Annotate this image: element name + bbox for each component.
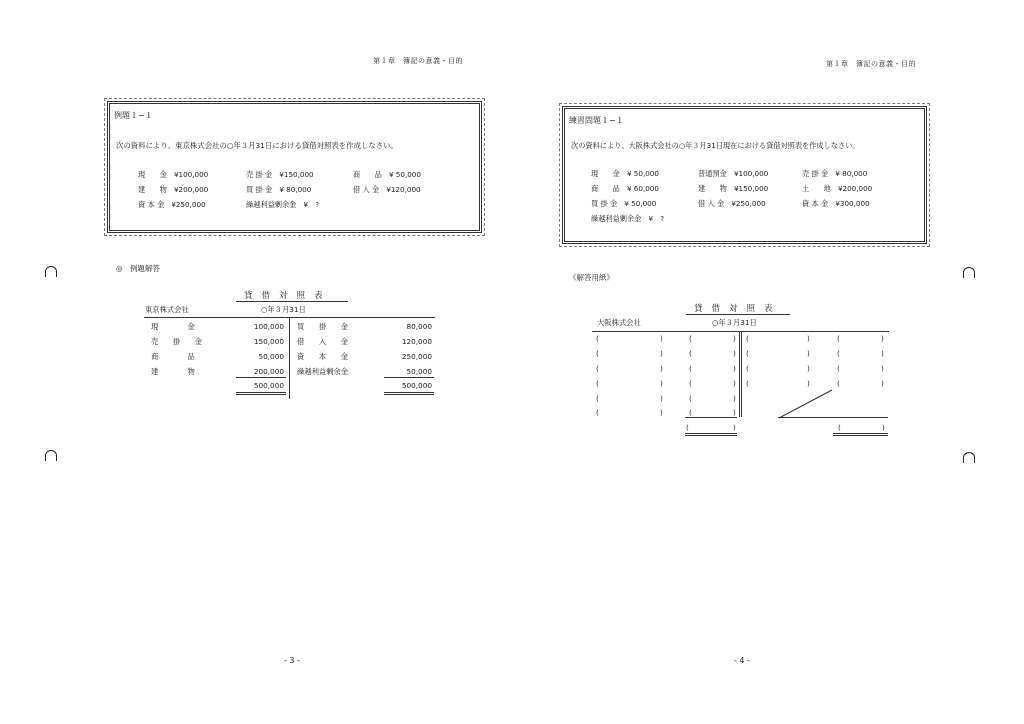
total-double-rule [833,433,888,434]
answer-blank-open[interactable]: ( [746,364,749,373]
example-item: 資 本 金 ¥250,000 [138,200,206,209]
bs-center-rule [741,331,742,417]
bs-left-total: 500,000 [253,381,284,390]
cancel-diagonal-line [778,388,834,420]
bs-right-total: 500,000 [401,381,432,390]
binding-hole-mark [45,266,57,277]
answer-blank-close[interactable]: ) [733,379,736,388]
answer-blank-close[interactable]: ) [881,379,884,388]
total-double-rule [236,394,286,395]
answer-blank-close[interactable]: ) [807,349,810,358]
total-paren-close[interactable]: ) [882,423,885,432]
answer-heading [116,263,160,274]
bs-title-right: 貸借対照表 [694,304,782,314]
example-title: 例題１−１ [114,111,153,120]
total-double-rule [685,433,737,434]
total-double-rule [384,394,434,395]
bs-left-amount: 100,000 [253,322,284,331]
answer-blank-open[interactable]: ( [746,379,749,388]
example-box [107,101,482,233]
answer-blank-close[interactable]: ) [807,334,810,343]
page-number-right: - 4 - [734,656,750,665]
answer-blank-open[interactable]: ( [837,334,840,343]
bs-center-rule [289,317,290,399]
answer-blank-open[interactable]: ( [596,349,599,358]
example-item: 繰越利益剰余金 ¥ ? [246,200,320,209]
answer-blank-close[interactable]: ) [807,364,810,373]
subtotal-rule [685,417,737,418]
bs-right-amount: 50,000 [406,367,432,376]
answer-blank-open[interactable]: ( [596,334,599,343]
answer-blank-open[interactable]: ( [596,394,599,403]
answer-blank-open[interactable]: ( [689,379,692,388]
total-paren-open[interactable]: ( [838,423,841,432]
total-double-rule [833,435,888,436]
binding-hole-mark [963,452,975,463]
answer-blank-close[interactable]: ) [881,349,884,358]
example-item: 建 物 ¥200,000 [138,185,209,194]
practice-box [562,106,927,244]
answer-blank-close[interactable]: ) [660,379,663,388]
title-underline [236,301,348,302]
practice-item: 繰越利益剰余金 ¥ ? [591,214,665,223]
answer-blank-open[interactable]: ( [596,379,599,388]
bs-title-left: 貸借対照表 [244,291,332,301]
total-paren-open[interactable]: ( [686,423,689,432]
page-number-left: - 3 - [284,656,300,665]
title-underline [686,314,790,315]
bs-left-name: 建 物 [151,367,195,376]
bs-left-amount: 50,000 [258,352,284,361]
answer-blank-open[interactable]: ( [746,349,749,358]
answer-blank-close[interactable]: ) [733,364,736,373]
practice-item: 資 本 金 ¥300,000 [802,199,870,208]
answer-blank-close[interactable]: ) [733,334,736,343]
practice-item: 土 地 ¥200,000 [802,184,873,193]
answer-blank-close[interactable]: ) [660,349,663,358]
answer-blank-open[interactable]: ( [837,364,840,373]
answer-blank-open[interactable]: ( [689,408,692,417]
binding-hole-mark [963,267,975,278]
bs-date-right: ○年３月31日 [712,318,757,327]
bs-left-name: 現 金 [151,322,195,331]
bs-left-amount: 150,000 [253,337,284,346]
answer-blank-open[interactable]: ( [596,364,599,373]
example-item: 現 金 ¥100,000 [138,170,209,179]
total-double-rule [384,392,434,393]
answer-blank-open[interactable]: ( [837,349,840,358]
bs-right-amount: 80,000 [406,322,432,331]
answer-blank-open[interactable]: ( [689,364,692,373]
bs-left-amount: 200,000 [253,367,284,376]
practice-item: 建 物 ¥150,000 [698,184,769,193]
bs-right-name: 借 入 金 [297,337,349,346]
example-item: 買 掛 金 ¥ 80,000 [246,185,312,194]
answer-blank-close[interactable]: ) [881,364,884,373]
practice-item: 商 品 ¥ 60,000 [591,184,659,193]
subtotal-rule [384,377,434,378]
bs-right-amount: 250,000 [401,352,432,361]
practice-item: 買 掛 金 ¥ 50,000 [591,199,657,208]
total-double-rule [236,392,286,393]
answer-blank-close[interactable]: ) [881,334,884,343]
bullet-icon: ◎ [116,264,123,273]
practice-item: 現 金 ¥ 50,000 [591,169,659,178]
answer-sheet-label: 《解答用紙》 [569,273,614,282]
binding-hole-mark [45,450,57,461]
answer-blank-open[interactable]: ( [596,408,599,417]
example-item: 商 品 ¥ 50,000 [353,170,421,179]
bs-left-name: 商 品 [151,352,195,361]
answer-blank-open[interactable]: ( [746,334,749,343]
bs-right-name: 繰越利益剰余金 [297,367,349,376]
subtotal-rule [236,377,286,378]
total-double-rule [685,435,737,436]
answer-blank-close[interactable]: ) [733,394,736,403]
example-instruction: 次の資料により、東京株式会社の○年３月31日における貸借対照表を作成しなさい。 [116,141,398,150]
bs-company-left: 東京株式会社 [145,305,189,314]
practice-title: 練習問題１−１ [569,116,624,125]
answer-blank-close[interactable]: ) [660,334,663,343]
bs-date-left: ○年３月31日 [261,305,306,314]
answer-blank-close[interactable]: ) [733,349,736,358]
page-header-left: 第１章 簿記の意義・目的 [373,57,463,65]
bs-right-amount: 120,000 [401,337,432,346]
answer-blank-close[interactable]: ) [733,408,736,417]
total-paren-close[interactable]: ) [733,423,736,432]
answer-blank-close[interactable]: ) [660,364,663,373]
practice-item: 普通預金 ¥100,000 [698,169,769,178]
example-item: 売 掛 金 ¥150,000 [246,170,314,179]
answer-blank-close[interactable]: ) [660,394,663,403]
practice-item: 売 掛 金 ¥ 80,000 [802,169,868,178]
answer-blank-open[interactable]: ( [837,379,840,388]
practice-instruction: 次の資料により、大阪株式会社の○年３月31日現在における貸借対照表を作成しなさい。 [571,141,860,150]
answer-blank-close[interactable]: ) [807,379,810,388]
answer-blank-open[interactable]: ( [689,334,692,343]
answer-label: 例題解答 [129,264,160,273]
bs-company-right: 大阪株式会社 [597,318,641,327]
practice-item: 借 入 金 ¥250,000 [698,199,766,208]
answer-blank-open[interactable]: ( [689,349,692,358]
answer-blank-open[interactable]: ( [689,394,692,403]
bs-left-name: 売 掛 金 [151,337,203,346]
example-item: 借 入 金 ¥120,000 [353,185,421,194]
page-header-right: 第１章 簿記の意義・目的 [826,60,916,68]
answer-blank-close[interactable]: ) [660,408,663,417]
bs-right-name: 資 本 金 [297,352,349,361]
bs-right-name: 買 掛 金 [297,322,349,331]
bs-center-rule [739,331,740,417]
